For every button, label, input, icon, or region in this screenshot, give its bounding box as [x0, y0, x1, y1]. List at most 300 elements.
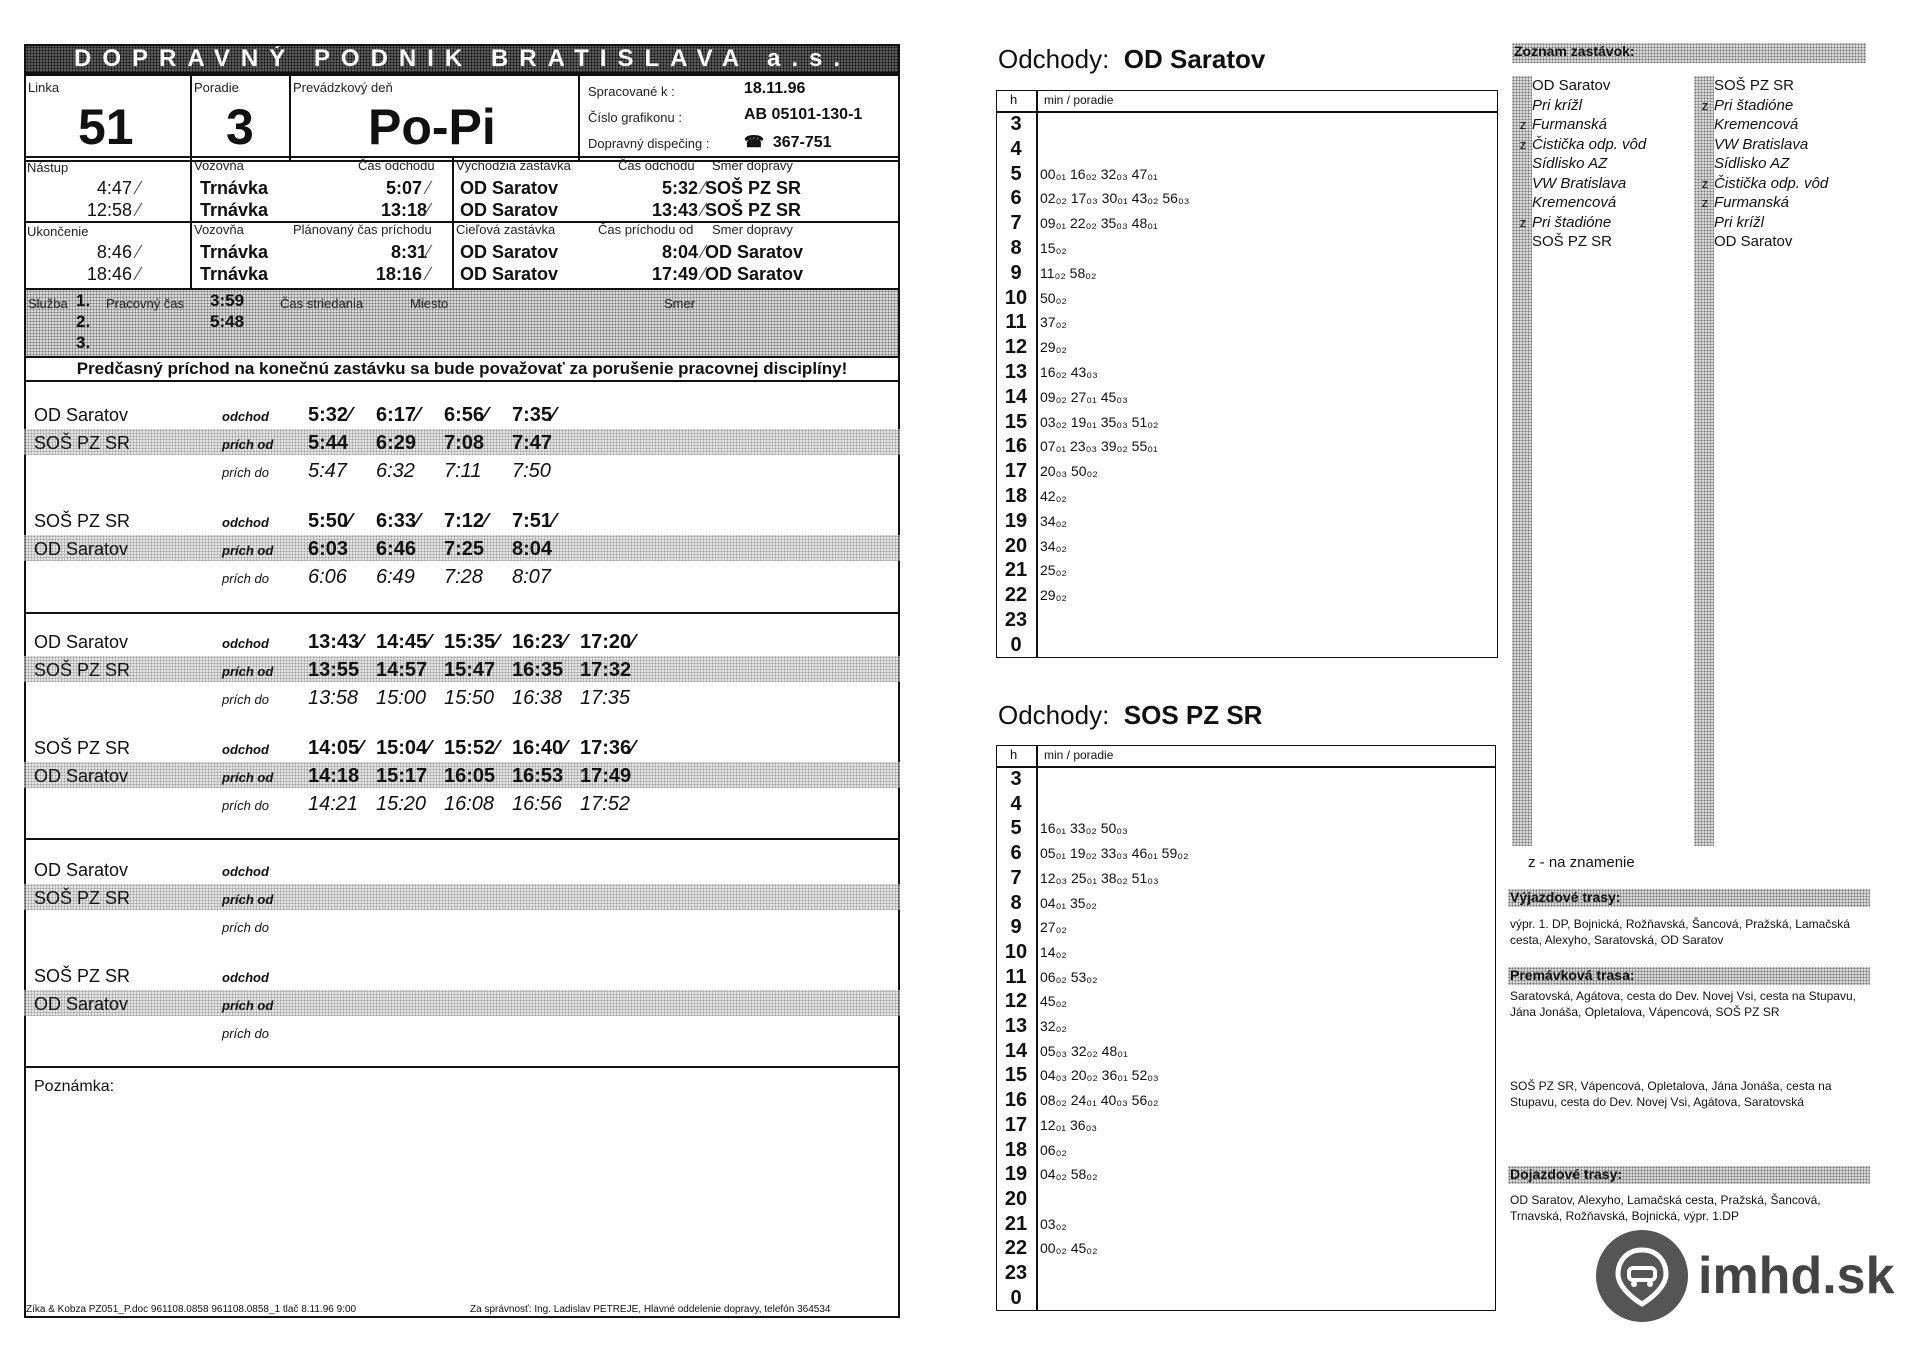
premavkova-text-1: Saratovská, Agátova, cesta do Dev. Novej Vsi, cesta na Stupavu, Jána Jonáša, Opletalova, Vápencová, SOŠ PZ SR	[1510, 989, 1856, 1019]
line-number: 51	[78, 99, 134, 155]
timetable-minutes: 08₀₂ 24₀₁ 40₀₃ 56₀₂	[1040, 1092, 1159, 1109]
trip-time: 14:45⁄	[376, 631, 431, 653]
nastup-zastavka-2: OD Saratov	[460, 200, 559, 220]
request-stop-mark: z	[1701, 97, 1709, 113]
timetable-hour: 19	[1004, 1163, 1028, 1186]
ukoncenie-zastavka-1: OD Saratov	[460, 242, 559, 262]
nastup-cas-2: 13:18⁄	[380, 200, 430, 220]
timetable-hour: 18	[1004, 1138, 1028, 1161]
trip-times	[308, 536, 580, 562]
trip-time: 7:50	[512, 460, 551, 482]
stop-name: Kremencová	[1532, 194, 1617, 211]
nastup-cas-1: 5:07 ⁄	[385, 178, 430, 198]
request-stop-mark: z	[1519, 136, 1527, 152]
timetable-row	[998, 1039, 1496, 1064]
trip-time: 5:44	[308, 432, 349, 454]
timetable-hour: 20	[1004, 534, 1028, 557]
stop-name: Pri štadióne	[1714, 96, 1794, 114]
timetable-hour: 6	[1010, 187, 1022, 210]
trip-time: 5:32⁄	[308, 404, 352, 426]
timetable-row	[998, 965, 1496, 990]
timetable-row	[998, 1014, 1496, 1039]
timetable-hour: 23	[1004, 1262, 1028, 1284]
timetable-row	[998, 940, 1496, 965]
timetable-hour: 22	[1004, 1237, 1028, 1260]
ukoncenie-cas-2: 18:16 ⁄	[375, 264, 430, 284]
nastup-label: Nástup	[27, 160, 69, 175]
timetable-hour: 21	[1004, 1212, 1028, 1235]
trip-time: 6:46	[376, 538, 417, 560]
timetable-minutes: 25₀₂	[1040, 562, 1067, 579]
timetable-minutes: 09₀₂ 27₀₁ 45₀₃	[1040, 388, 1128, 405]
timetable-hour: 11	[1005, 311, 1027, 334]
timetable-row	[998, 816, 1496, 841]
trip-stop: OD Saratov	[34, 994, 129, 1014]
stop-list-item	[1514, 115, 1694, 135]
trip-time: 6:17⁄	[376, 404, 420, 426]
trip-time: 15:52⁄	[444, 737, 499, 759]
trip-time: 16:56	[512, 793, 563, 815]
trip-time: 15:35⁄	[444, 631, 499, 653]
trip-time: 6:49	[376, 566, 415, 588]
timetable-minutes: 04₀₂ 58₀₂	[1040, 1166, 1098, 1183]
timetable-hour: 7	[1010, 866, 1022, 889]
phone-row	[744, 132, 832, 152]
timetable-minutes: 34₀₂	[1040, 537, 1067, 554]
poznamka-label: Poznámka:	[34, 1078, 115, 1095]
nastup-cas2-2: 13:43	[651, 200, 698, 220]
timetable-hour: 9	[1010, 916, 1022, 939]
stop-name: Pri krížl	[1532, 96, 1582, 114]
timetable-row	[998, 558, 1498, 583]
trip-time: 7:11	[444, 460, 482, 482]
ukoncenie-vozovna-label: Vozovňa	[194, 222, 244, 237]
trip-time: 6:06	[308, 566, 347, 588]
timetable-minutes: 02₀₂ 17₀₃ 30₀₁ 43₀₂ 56₀₃	[1040, 190, 1190, 207]
trip-time: 5:50⁄	[308, 510, 352, 532]
timetable-row	[998, 841, 1496, 866]
trip-times	[308, 763, 648, 789]
trip-times	[308, 685, 648, 711]
ukoncenie-vozovna-1: Trnávka	[200, 242, 269, 262]
timetable-minutes: 27₀₂	[1040, 919, 1067, 936]
vyjazdove-label: Výjazdové trasy:	[1510, 889, 1621, 905]
timetable-hour: 9	[1010, 261, 1022, 284]
timetable-row	[998, 866, 1496, 891]
ukoncenie-time-1: 8:46 ⁄	[96, 242, 140, 262]
trip-kind: odchod	[222, 515, 269, 530]
timetable-row	[998, 236, 1498, 261]
nastup-cas2-label: Čas odchodu	[618, 158, 695, 173]
timetable-hour: 0	[1010, 633, 1022, 656]
stop-name: VW Bratislava	[1714, 135, 1809, 153]
trip-time: 7:28	[444, 566, 483, 588]
trip-time: 16:40⁄	[512, 737, 567, 759]
trip-stop: OD Saratov	[34, 405, 129, 425]
request-stop-mark: z	[1701, 195, 1709, 210]
ukoncenie-cas-1: 8:31⁄	[390, 242, 430, 262]
trip-times	[308, 657, 648, 683]
spracovane-label: Spracované k :	[588, 84, 675, 99]
poradie-value: 3	[226, 99, 254, 155]
timetable-minutes: 42₀₂	[1040, 488, 1067, 504]
stop-name: Furmanská	[1714, 194, 1790, 211]
zoznam-label: Zoznam zastávok:	[1514, 43, 1635, 59]
trip-kind: prích od	[222, 437, 274, 452]
trip-times	[308, 629, 648, 655]
trip-time: 15:47	[444, 659, 496, 681]
timetable-hour: 3	[1010, 113, 1022, 135]
dispecing-value: 367-751	[772, 134, 832, 151]
footer-right: Za správnosť: Ing. Ladislav PETREJE, Hlavné oddelenie dopravy, telefón 364534	[470, 1304, 831, 1315]
timetable-row	[998, 261, 1498, 286]
stop-list-item	[1514, 193, 1694, 213]
trip-time: 7:47	[512, 432, 553, 454]
stop-list-item	[1696, 96, 1866, 116]
timetable-minutes: 50₀₂	[1040, 289, 1067, 306]
sluzba-1-n: 1.	[76, 291, 91, 310]
nastup-vozovna-2: Trnávka	[200, 200, 269, 220]
timetable-minutes: 15₀₂	[1040, 240, 1067, 256]
timetable-row	[998, 583, 1498, 608]
timetable-row	[998, 1162, 1496, 1187]
trip-time: 5:47	[308, 460, 347, 482]
stop-name: Čistička odp. vôd	[1714, 174, 1829, 192]
stop-name: VW Bratislava	[1532, 174, 1627, 192]
timetable-row	[998, 891, 1496, 916]
timetable-row	[998, 1212, 1496, 1237]
trip-times	[308, 430, 580, 456]
brand-name[interactable]: imhd.sk	[1698, 1247, 1895, 1305]
trip-stop: SOŠ PZ SR	[34, 966, 131, 986]
nastup-vozovna-label: Vozovňa	[194, 158, 244, 173]
trip-stop: OD Saratov	[34, 766, 129, 786]
trip-time: 16:35	[512, 659, 564, 681]
timetable-hour: 22	[1004, 584, 1028, 607]
poradie-label: Poradie	[194, 80, 239, 95]
trip-times	[308, 458, 580, 484]
timetable-hour: 17	[1004, 460, 1028, 483]
stop-name: Pri krížl	[1714, 213, 1764, 231]
ukoncenie-smer-2: ⁄OD Saratov	[702, 264, 804, 284]
trip-time: 17:52	[580, 793, 631, 815]
timetable-row	[998, 484, 1498, 509]
timetable-minutes: 29₀₂	[1040, 339, 1067, 356]
timetable-row	[998, 509, 1498, 534]
ukoncenie-time-2: 18:46 ⁄	[86, 264, 140, 284]
timetable-row	[998, 385, 1498, 410]
trip-time: 7:12⁄	[444, 510, 488, 532]
timetable-row	[998, 608, 1498, 633]
tt1-title: Odchody: OD Saratov	[998, 44, 1266, 74]
trip-kind: prích od	[222, 892, 274, 907]
trip-kind: prích od	[222, 998, 274, 1013]
timetable-row	[998, 211, 1498, 236]
sluzba-label: Služba	[28, 296, 68, 311]
spracovane-value: 18.11.96	[744, 80, 806, 97]
trip-time: 15:04⁄	[376, 737, 431, 759]
grafikon-value: AB 05101-130-1	[744, 106, 863, 123]
stops-col2	[1696, 76, 1866, 252]
timetable-minutes: 16₀₂ 43₀₃	[1040, 364, 1098, 380]
trip-time: 7:08	[444, 432, 485, 454]
na-znamenie-legend: z - na znamenie	[1528, 854, 1635, 871]
timetable-minutes: 03₀₂ 19₀₁ 35₀₃ 51₀₂	[1040, 413, 1159, 430]
timetable-row	[998, 1261, 1496, 1286]
timetable-hour: 0	[1010, 1286, 1022, 1309]
stop-list-item	[1514, 232, 1694, 252]
trip-kind: prích do	[222, 798, 269, 813]
miesto-label: Miesto	[410, 296, 449, 311]
timetable-minutes: 11₀₂ 58₀₂	[1040, 264, 1097, 281]
tt1-rows	[998, 112, 1498, 658]
trip-stop: OD Saratov	[34, 539, 129, 559]
ukoncenie-smer-1: ⁄OD Saratov	[702, 242, 804, 262]
timetable-minutes: 03₀₂	[1040, 1215, 1067, 1232]
timetable-minutes: 07₀₁ 23₀₃ 39₀₂ 55₀₁	[1040, 438, 1158, 455]
operating-day: Po-Pi	[368, 99, 496, 155]
trip-kind: odchod	[222, 864, 269, 879]
trip-time: 15:20	[376, 793, 427, 815]
timetable-row	[998, 1138, 1496, 1163]
stop-list-item	[1696, 193, 1866, 213]
timetable-minutes: 14₀₂	[1040, 943, 1067, 960]
trip-time: 14:21	[308, 793, 359, 815]
trip-kind: odchod	[222, 636, 269, 651]
timetable-row	[998, 792, 1496, 817]
timetable-minutes: 34₀₂	[1040, 512, 1067, 529]
timetable-minutes: 04₀₁ 35₀₂	[1040, 894, 1097, 911]
timetable-minutes: 06₀₂ 53₀₂	[1040, 968, 1098, 985]
trip-kind: prích do	[222, 692, 269, 707]
timetable-hour: 4	[1010, 792, 1022, 815]
ukoncenie-vozovna-2: Trnávka	[200, 264, 269, 284]
stop-list-item	[1514, 213, 1694, 233]
stop-name: Furmanská	[1532, 116, 1608, 133]
timetable-minutes: 05₀₃ 32₀₂ 48₀₁	[1040, 1042, 1128, 1059]
trip-time: 7:25	[444, 538, 485, 560]
arrival-band	[24, 884, 900, 910]
trip-time: 16:38	[512, 687, 563, 709]
timetable-row	[998, 989, 1496, 1014]
timetable-minutes: 06₀₂	[1040, 1141, 1067, 1158]
arrival-band	[24, 990, 900, 1016]
timetable-row	[998, 1088, 1496, 1113]
trip-time: 17:36⁄	[580, 737, 635, 759]
trip-kind: odchod	[222, 970, 269, 985]
trip-time: 7:35⁄	[512, 404, 556, 426]
timetable-row	[998, 767, 1496, 792]
stop-list-item	[1514, 174, 1694, 194]
trip-kind: prích od	[222, 664, 274, 679]
trip-time: 14:18	[308, 765, 360, 787]
warning-text: Predčasný príchod na konečnú zastávku sa bude považovať za porušenie pracovnej disciplíny!	[24, 356, 900, 382]
ukoncenie-cas-label: Plánovaný čas príchodu	[293, 222, 432, 237]
ukoncenie-label: Ukončenie	[27, 224, 89, 239]
trip-time: 6:56⁄	[444, 404, 488, 426]
timetable-hour: 16	[1004, 435, 1028, 458]
timetable-row	[998, 360, 1498, 385]
trip-kind: prích do	[222, 465, 269, 480]
trip-stop: SOŠ PZ SR	[34, 433, 131, 453]
timetable-hour: 15	[1004, 1064, 1028, 1087]
timetable-row	[998, 310, 1498, 335]
timetable-row	[998, 1236, 1496, 1261]
trip-time: 7:51⁄	[512, 510, 556, 532]
timetable-row	[998, 1286, 1496, 1311]
timetable-hour: 14	[1004, 1039, 1028, 1062]
timetable-hour: 5	[1010, 162, 1022, 185]
nastup-smer-1: ⁄SOŠ PZ SR	[702, 178, 802, 198]
trip-kind: prích od	[222, 770, 274, 785]
timetable-hour: 13	[1004, 361, 1028, 383]
timetable-minutes: 20₀₃ 50₀₂	[1040, 463, 1098, 480]
dojazdove-text: OD Saratov, Alexyho, Lamačská cesta, Pražská, Šancová, Trnavská, Rožňavská, Bojnická, výpr. 1.DP	[1510, 1193, 1821, 1223]
timetable-hour: 15	[1004, 410, 1028, 433]
stop-list-item	[1514, 135, 1694, 155]
trip-time: 16:05	[444, 765, 496, 787]
stop-list-item	[1696, 232, 1866, 252]
timetable-minutes: 00₀₁ 16₀₂ 32₀₃ 47₀₁	[1040, 165, 1158, 182]
stop-name: OD Saratov	[1532, 77, 1611, 94]
timetable-row	[998, 633, 1498, 658]
trip-time: 8:04	[512, 538, 553, 560]
request-stop-mark: z	[1701, 175, 1709, 191]
timetable-row	[998, 434, 1498, 459]
timetable-hour: 12	[1004, 336, 1028, 359]
stop-name: OD Saratov	[1714, 233, 1793, 250]
premavkova-text-2: SOŠ PZ SR, Vápencová, Opletalova, Jána Jonáša, cesta na Stupavu, cesta do Dev. Novej Vsi, Agátova, Saratovská	[1510, 1079, 1832, 1109]
stop-name: Sídlisko AZ	[1532, 155, 1608, 172]
vyjazdove-text: výpr. 1. DP, Bojnická, Rožňavská, Šancová, Pražská, Lamačská cesta, Alexyho, Saratovská, OD Saratov	[1510, 917, 1850, 947]
linka-label: Linka	[28, 80, 60, 95]
timetable-hour: 23	[1004, 609, 1028, 631]
stop-list-item	[1696, 213, 1866, 233]
phone-icon: ☎	[744, 134, 764, 151]
dispecing-label: Dopravný dispečing :	[588, 136, 710, 151]
timetable-row	[998, 137, 1498, 162]
trip-time: 8:07	[512, 566, 551, 588]
timetable-row	[998, 162, 1498, 187]
stop-list-item	[1696, 154, 1866, 174]
trip-time: 6:03	[308, 538, 349, 560]
stop-name: Sídlisko AZ	[1714, 155, 1790, 172]
timetable-minutes: 12₀₃ 25₀₁ 38₀₂ 51₀₃	[1040, 869, 1159, 886]
timetable-row	[998, 534, 1498, 559]
trip-time: 6:29	[376, 432, 417, 454]
timetable-hour: 16	[1004, 1089, 1028, 1112]
trip-kind: prích od	[222, 543, 274, 558]
trip-time: 15:50	[444, 687, 495, 709]
ukoncenie-smer-label: Smer dopravy	[712, 222, 793, 237]
timetable-row	[998, 1187, 1496, 1212]
trip-stop: SOŠ PZ SR	[34, 660, 131, 680]
trip-time: 16:23⁄	[512, 631, 567, 653]
trip-kind: prích do	[222, 571, 269, 586]
stop-list-item	[1696, 174, 1866, 194]
trip-time: 14:05⁄	[308, 737, 363, 759]
request-stop-mark: z	[1519, 117, 1527, 132]
timetable-minutes: 04₀₃ 20₀₂ 36₀₁ 52₀₃	[1040, 1067, 1159, 1084]
footer-left: Zíka & Kobza PZ051_P.doc 961108.0858 961108.0858_1 tlač 8.11.96 9:00	[26, 1304, 357, 1315]
stops-col1	[1514, 76, 1694, 252]
stop-name: SOŠ PZ SR	[1714, 77, 1795, 94]
timetable-minutes: 29₀₂	[1040, 587, 1067, 604]
timetable-minutes: 16₀₁ 33₀₂ 50₀₃	[1040, 820, 1128, 837]
trip-time: 15:00	[376, 687, 427, 709]
tt2-rows	[998, 767, 1496, 1311]
trip-time: 17:49	[580, 765, 632, 787]
stop-list-item	[1696, 135, 1866, 155]
trip-time: 16:53	[512, 765, 564, 787]
timetable-row	[998, 410, 1498, 435]
request-stop-mark: z	[1519, 214, 1527, 230]
sluzba-2-cas: 5:48	[210, 312, 245, 331]
trip-times	[308, 508, 580, 534]
trip-times	[308, 402, 580, 428]
timetable-minutes: 05₀₁ 19₀₂ 33₀₃ 46₀₁ 59₀₂	[1040, 845, 1189, 862]
timetable-hour: 20	[1004, 1187, 1028, 1210]
stop-list-item	[1696, 115, 1866, 135]
nastup-time-1: 4:47 ⁄	[96, 178, 140, 198]
ukoncenie-zastavka-2: OD Saratov	[460, 264, 559, 284]
stop-name: Čistička odp. vôd	[1532, 135, 1647, 153]
ukoncenie-cas2-label: Čas príchodu od	[598, 222, 694, 237]
trip-times	[308, 564, 580, 590]
nastup-cas-label: Čas odchodu	[358, 158, 435, 173]
timetable-hour: 5	[1010, 817, 1022, 840]
timetable-hour: 21	[1004, 559, 1028, 582]
timetable-hour: 6	[1010, 842, 1022, 865]
pracovny-label: Pracovný čas	[106, 296, 185, 311]
timetable-row	[998, 112, 1498, 137]
timetable-minutes: 32₀₂	[1040, 1018, 1067, 1034]
trip-stop: SOŠ PZ SR	[34, 738, 131, 758]
timetable-row	[998, 286, 1498, 311]
nastup-zastavka-1: OD Saratov	[460, 178, 559, 198]
tt1-min-header: min / poradie	[1044, 93, 1114, 107]
trip-kind: odchod	[222, 409, 269, 424]
premavkova-label: Premávková trasa:	[1510, 967, 1635, 983]
trip-time: 6:32	[376, 460, 415, 482]
timetable-hour: 17	[1004, 1113, 1028, 1136]
trip-time: 17:32	[580, 659, 632, 681]
dojazdove-label: Dojazdové trasy:	[1510, 1166, 1623, 1182]
nastup-vozovna-1: Trnávka	[200, 178, 269, 198]
tt1-h-header: h	[1010, 92, 1018, 107]
ukoncenie-cas2-2: 17:49	[651, 264, 698, 284]
timetable-hour: 8	[1010, 891, 1022, 914]
trip-stop: OD Saratov	[34, 632, 129, 652]
stop-list-item	[1514, 76, 1694, 96]
timetable-minutes: 00₀₂ 45₀₂	[1040, 1240, 1098, 1257]
trip-time: 16:08	[444, 793, 495, 815]
trip-time: 17:20⁄	[580, 631, 635, 653]
tt2-min-header: min / poradie	[1044, 748, 1114, 762]
timetable-hour: 13	[1004, 1015, 1028, 1037]
trip-time: 13:43⁄	[308, 631, 363, 653]
trip-stop: OD Saratov	[34, 860, 129, 880]
timetable-hour: 10	[1004, 286, 1028, 309]
trip-kind: odchod	[222, 742, 269, 757]
tt2-title: Odchody: SOS PZ SR	[998, 700, 1263, 730]
timetable-row	[998, 186, 1498, 211]
stop-name: Kremencová	[1714, 116, 1799, 133]
nastup-smer-label: Smer dopravy	[712, 158, 793, 173]
timetable-row	[998, 335, 1498, 360]
trip-kind: prích do	[222, 920, 269, 935]
trip-kind: prích do	[222, 1026, 269, 1041]
